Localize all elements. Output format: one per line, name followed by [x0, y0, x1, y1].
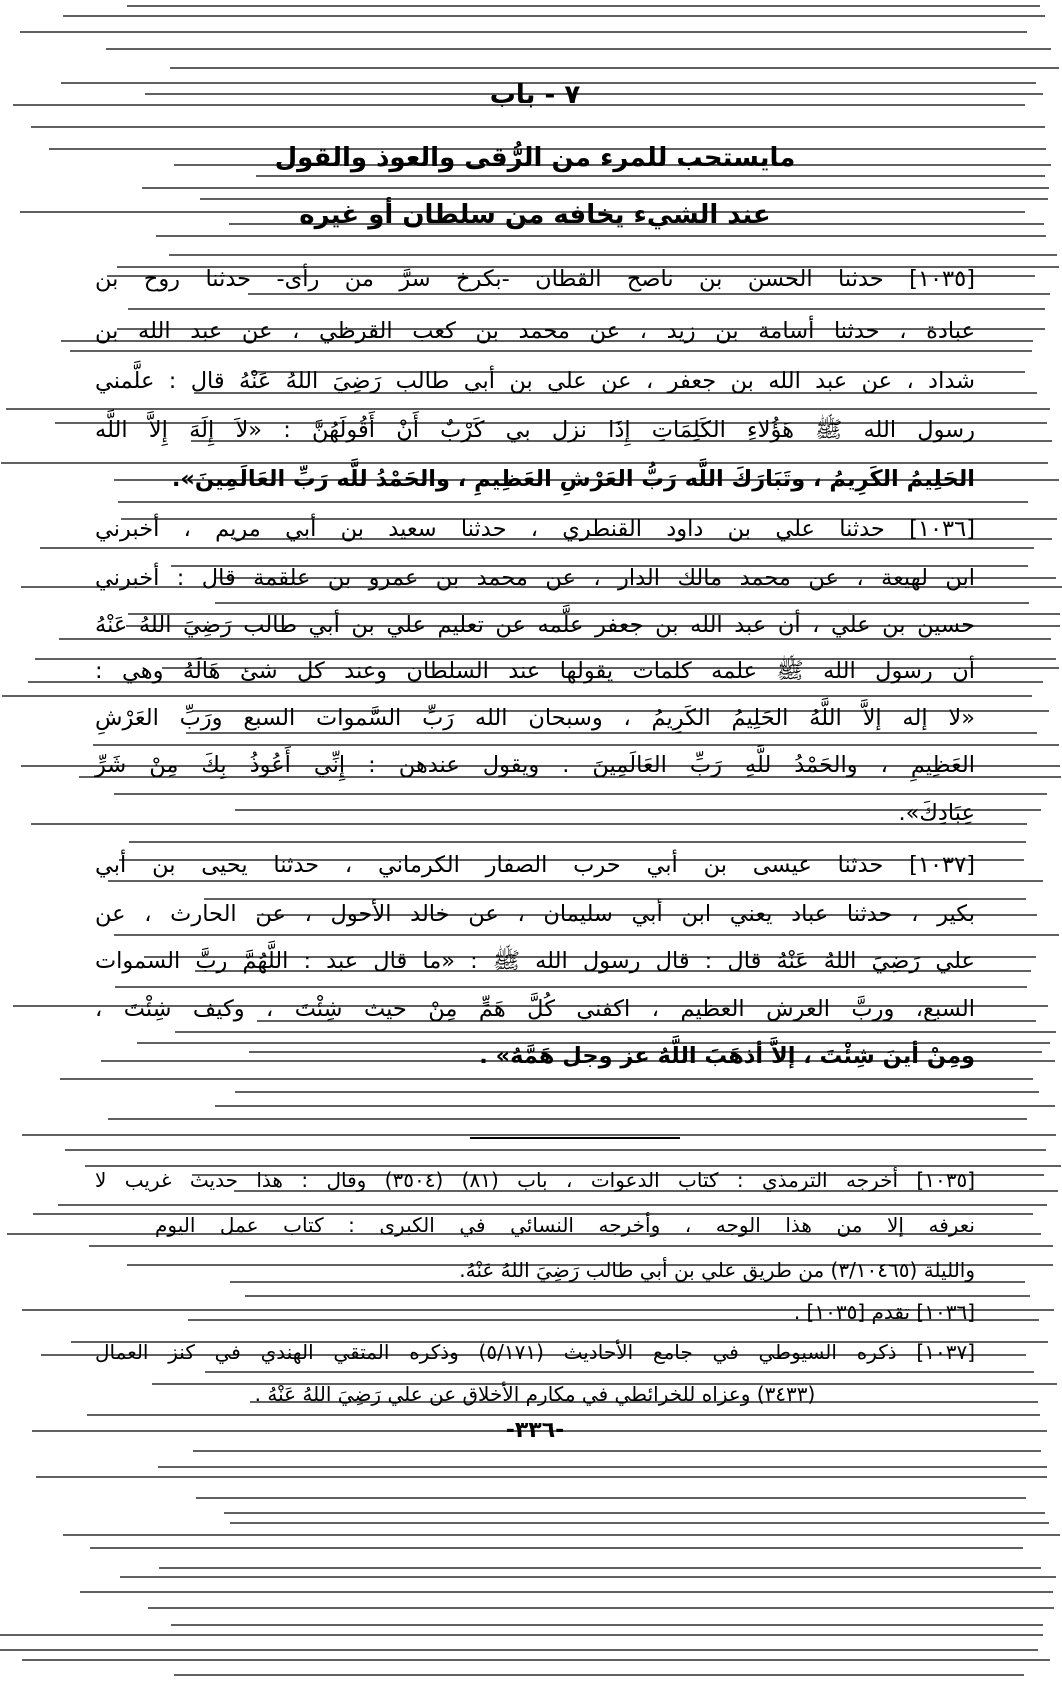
footnote-1035-line-1: [١٠٣٥] أخرجه الترمذي : كتاب الدعوات ، باب (٨١) (٣٥٠٤) وقال : هذا حديث غريب لا: [95, 1168, 975, 1192]
hadith-1035-line-1: [١٠٣٥] حدثنا الحسن بن ناصح القطان -بكرخ سرَّ من رأى- حدثنا روح بن: [95, 266, 975, 292]
chapter-heading: ٧ - باب: [489, 80, 581, 110]
chapter-title-line-1: مايستحب للمرء من الرُّقى والعوذ والقول: [274, 143, 796, 173]
hadith-1035-line-2: عبادة ، حدثنا أسامة بن زيد ، عن محمد بن كعب القرظي ، عن عبد الله بن: [95, 318, 975, 344]
hadith-1036-line-7: عِبَادِكَ».: [898, 800, 975, 826]
hadith-1037-line-5: ومِنْ أينَ شِئْتَ ، إلاَّ أذهَبَ اللَّهُ عز وجل هَمَّهُ» .: [479, 1043, 975, 1069]
footnote-1035-line-3: والليلة (٣/١٠٤٦٥) من طريق علي بن أبي طالب رَضِيَ اللهُ عَنْهُ.: [459, 1258, 975, 1282]
hadith-1036-line-6: العَظِيمِ ، والحَمْدُ للَّهِ رَبِّ العَالَمِينَ . ويقول عندهن : إِنِّي أَعُوذُ بِكَ مِنْ شَرِّ: [95, 752, 975, 778]
hadith-1036-line-2: ابن لهيعة ، عن محمد مالك الدار ، عن محمد بن عمرو بن علقمة قال : أخبرني: [95, 565, 975, 591]
hadith-1037-line-2: بكير ، حدثنا عباد يعني ابن أبي سليمان ، عن خالد الأحول ، عن الحارث ، عن: [95, 901, 975, 927]
hadith-1036-line-1: [١٠٣٦] حدثنا علي بن داود القنطري ، حدثنا سعيد بن أبي مريم ، أخبرني: [95, 516, 975, 542]
hadith-1036-line-3: حسين بن علي ، أن عبد الله بن جعفر علَّمه عن تعليم علي بن أبي طالب رَضِيَ اللهُ عَنْهُ: [95, 612, 975, 638]
hadith-1037-line-1: [١٠٣٧] حدثنا عيسى بن أبي حرب الصفار الكرماني ، حدثنا يحيى بن أبي: [95, 852, 975, 878]
footnote-1035-line-2: نعرفه إلا من هذا الوجه ، وأخرجه النسائي في الكبرى : كتاب عمل اليوم: [155, 1213, 975, 1237]
hadith-1037-line-4: السبع، وربَّ العرش العظيم ، اكفني كُلَّ هَمٍّ مِنْ حيث شِئْتَ ، وكيف شِئْتَ ،: [95, 996, 975, 1022]
footnotes: [95, 0, 975, 1695]
hadith-1035-line-5: الحَلِيمُ الكَرِيمُ ، وتَبَارَكَ اللَّه رَبُّ العَرْشِ العَظِيمِ ، والحَمْدُ للَّه رَبِّ العَالَمِينَ».: [171, 466, 975, 492]
hadith-1036-line-4: أن رسول الله ﷺ علمه كلمات يقولها عند السلطان وعند كل شئ هَالَهُ وهي :: [95, 658, 975, 684]
hadith-1036-line-5: «لا إله إلاَّ اللَّهُ الحَلِيمُ الكَرِيمُ ، وسبحان الله رَبِّ السَّموات السبع ورَبِّ العَرْشِ: [95, 705, 975, 731]
hadith-1037-line-3: علي رَضِيَ اللهُ عَنْهُ قال : قال رسول الله ﷺ : «ما قال عبد : اللَّهُمَّ ربَّ السموات: [95, 948, 975, 974]
footnote-1036: [١٠٣٦] تقدم [١٠٣٥] .: [793, 1300, 975, 1324]
hadith-1035-line-4: رسول الله ﷺ هَؤُلاءِ الكَلِمَاتِ إِذَا نزل بي كَرْبٌ أَنْ أَقُولَهُنَّ : «لاَ إِلَهَ إِلاَّ اللَّه: [95, 417, 975, 443]
footnote-1037-line-2: (٣٤٣٣) وعزاه للخرائطي في مكارم الأخلاق عن علي رَضِيَ اللهُ عَنْهُ .: [254, 1382, 816, 1406]
chapter-title-line-2: عند الشيء يخافه من سلطان أو غيره: [299, 200, 771, 230]
footnote-1037-line-1: [١٠٣٧] ذكره السيوطي في جامع الأحاديث (٥/١٧١) وذكره المتقي الهندي في كنز العمال: [95, 1340, 976, 1364]
page-number: -٣٣٦-: [505, 1418, 565, 1443]
hadith-1035-line-3: شداد ، عن عبد الله بن جعفر ، عن علي بن أبي طالب رَضِيَ اللهُ عَنْهُ قال : علَّمني: [95, 368, 975, 394]
